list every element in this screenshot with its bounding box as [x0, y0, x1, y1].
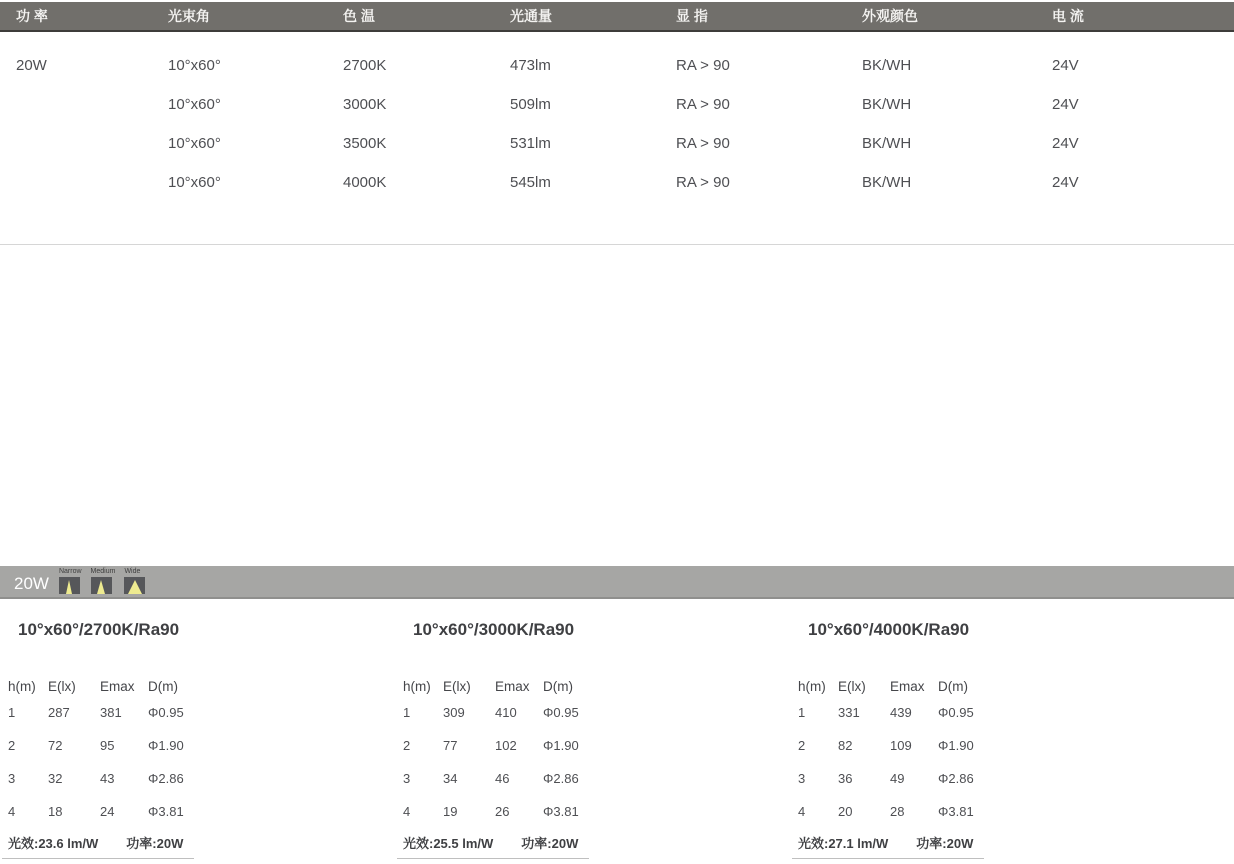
spec-cell-finish: BK/WH: [862, 135, 912, 152]
cell-lux: 19: [443, 804, 458, 819]
photometric-row: [8, 795, 300, 828]
photometric-footer: [792, 833, 984, 859]
photometric-section: [0, 620, 1234, 859]
cell-emax: 24: [100, 804, 115, 819]
cell-diam: Φ3.81: [148, 804, 184, 819]
cell-lux: 72: [48, 738, 63, 753]
narrow-beam-label: Narrow: [58, 568, 82, 575]
cell-lux: 287: [48, 705, 70, 720]
col-header-emax: Emax: [495, 678, 530, 694]
cell-height: 2: [8, 738, 16, 753]
photometric-row: [798, 795, 1090, 828]
col-header-lux: E(lx): [838, 678, 866, 694]
cell-height: 4: [798, 804, 806, 819]
spec-cell-cct: 4000K: [343, 174, 387, 191]
spec-col-header-beam-angle: 光束角: [168, 8, 210, 24]
spec-cell-beam: 10°x60°: [168, 135, 221, 152]
col-header-height: h(m): [798, 678, 826, 694]
cell-diam: Φ0.95: [148, 705, 184, 720]
cell-diam: Φ3.81: [938, 804, 974, 819]
medium-beam-label: Medium: [90, 568, 116, 575]
spec-cell-lumen: 531lm: [510, 135, 551, 152]
cell-diam: Φ0.95: [938, 705, 974, 720]
cell-diam: Φ0.95: [543, 705, 579, 720]
photometric-title: 10°x60°/4000K/Ra90: [808, 620, 970, 639]
efficacy-label: 光效:27.1 lm/W: [798, 836, 889, 851]
cell-lux: 32: [48, 771, 63, 786]
photometric-header-row: [798, 676, 1090, 696]
spec-cell-cri: RA > 90: [676, 57, 730, 74]
photometric-footer: [397, 833, 589, 859]
cell-height: 1: [403, 705, 411, 720]
spec-col-header-color-temp: 色 温: [343, 8, 375, 24]
photometric-table-2700k: [0, 620, 300, 859]
spec-cell-cri: RA > 90: [676, 96, 730, 113]
photometric-title: 10°x60°/3000K/Ra90: [413, 620, 575, 639]
efficacy-label: 光效:23.6 lm/W: [8, 836, 99, 851]
cell-diam: Φ1.90: [148, 738, 184, 753]
col-header-emax: Emax: [100, 678, 135, 694]
power-label: 功率:20W: [126, 836, 184, 851]
spec-cell-cct: 2700K: [343, 57, 387, 74]
cell-height: 2: [798, 738, 806, 753]
narrow-beam-triangle: [66, 580, 72, 594]
cell-lux: 331: [838, 705, 860, 720]
spec-row: [16, 124, 1234, 163]
photometric-row: [403, 795, 695, 828]
cell-emax: 410: [495, 705, 517, 720]
cell-emax: 102: [495, 738, 517, 753]
cell-diam: Φ2.86: [543, 771, 579, 786]
narrow-beam-item: [59, 567, 82, 594]
medium-beam-icon: [91, 577, 112, 594]
cell-height: 1: [798, 705, 806, 720]
spec-cell-current: 24V: [1052, 96, 1079, 113]
cell-lux: 36: [838, 771, 853, 786]
photometric-table-3000k: [395, 620, 695, 859]
photometric-row: [403, 696, 695, 729]
cell-lux: 34: [443, 771, 458, 786]
section-divider: [0, 244, 1234, 245]
spec-cell-beam: 10°x60°: [168, 96, 221, 113]
wide-beam-icon: [124, 577, 145, 594]
cell-height: 4: [403, 804, 411, 819]
cell-emax: 46: [495, 771, 510, 786]
spec-cell-lumen: 473lm: [510, 57, 551, 74]
cell-emax: 28: [890, 804, 905, 819]
spec-row: [16, 46, 1234, 85]
photometric-row: [798, 762, 1090, 795]
spec-cell-lumen: 545lm: [510, 174, 551, 191]
spec-cell-lumen: 509lm: [510, 96, 551, 113]
photometric-row: [798, 729, 1090, 762]
cell-height: 2: [403, 738, 411, 753]
cell-emax: 49: [890, 771, 905, 786]
spec-col-header-finish: 外观颜色: [862, 8, 918, 24]
wide-beam-label: Wide: [124, 568, 141, 575]
photometric-row: [8, 729, 300, 762]
cell-lux: 82: [838, 738, 853, 753]
spec-cell-power: 20W: [16, 57, 47, 74]
photometric-footer: [2, 833, 194, 859]
photometric-header-row: [403, 676, 695, 696]
col-header-lux: E(lx): [48, 678, 76, 694]
photometric-title: 10°x60°/2700K/Ra90: [18, 620, 180, 639]
photometric-row: [798, 696, 1090, 729]
medium-beam-item: [91, 567, 116, 594]
cell-emax: 43: [100, 771, 115, 786]
cell-emax: 26: [495, 804, 510, 819]
col-header-height: h(m): [8, 678, 36, 694]
cell-height: 3: [798, 771, 806, 786]
beam-icon-group: [59, 567, 145, 594]
efficacy-label: 光效:25.5 lm/W: [403, 836, 494, 851]
cell-height: 1: [8, 705, 16, 720]
spec-cell-cct: 3000K: [343, 96, 387, 113]
photometric-header-row: [8, 676, 300, 696]
spec-cell-beam: 10°x60°: [168, 57, 221, 74]
spec-col-header-cri: 显 指: [676, 8, 708, 24]
spec-cell-finish: BK/WH: [862, 57, 912, 74]
cell-diam: Φ1.90: [938, 738, 974, 753]
spec-cell-current: 24V: [1052, 57, 1079, 74]
spec-row: [16, 163, 1234, 202]
spec-row: [16, 85, 1234, 124]
cell-lux: 309: [443, 705, 465, 720]
cell-lux: 18: [48, 804, 63, 819]
col-header-diam: D(m): [543, 678, 573, 694]
col-header-lux: E(lx): [443, 678, 471, 694]
col-header-emax: Emax: [890, 678, 925, 694]
cell-emax: 439: [890, 705, 912, 720]
band-power-label: 20W: [14, 574, 49, 593]
photometric-table-4000k: [790, 620, 1090, 859]
spec-col-header-power: 功 率: [16, 8, 48, 24]
spec-cell-cri: RA > 90: [676, 174, 730, 191]
col-header-diam: D(m): [148, 678, 178, 694]
spec-cell-cct: 3500K: [343, 135, 387, 152]
photometric-row: [403, 762, 695, 795]
cell-emax: 381: [100, 705, 122, 720]
photometric-row: [8, 762, 300, 795]
col-header-height: h(m): [403, 678, 431, 694]
spec-table-header: [0, 2, 1234, 32]
col-header-diam: D(m): [938, 678, 968, 694]
spec-table-body: [0, 32, 1234, 202]
spec-cell-cri: RA > 90: [676, 135, 730, 152]
cell-lux: 20: [838, 804, 853, 819]
spec-col-header-lumen: 光通量: [510, 8, 552, 24]
spec-cell-current: 24V: [1052, 135, 1079, 152]
spec-cell-finish: BK/WH: [862, 96, 912, 113]
medium-beam-triangle: [97, 580, 105, 594]
cell-emax: 109: [890, 738, 912, 753]
photometric-row: [8, 696, 300, 729]
power-band: [0, 566, 1234, 599]
cell-height: 4: [8, 804, 16, 819]
cell-diam: Φ2.86: [148, 771, 184, 786]
spec-cell-beam: 10°x60°: [168, 174, 221, 191]
cell-lux: 77: [443, 738, 458, 753]
photometric-row: [403, 729, 695, 762]
cell-emax: 95: [100, 738, 115, 753]
cell-height: 3: [403, 771, 411, 786]
spec-cell-finish: BK/WH: [862, 174, 912, 191]
spec-cell-current: 24V: [1052, 174, 1079, 191]
spec-col-header-current: 电 流: [1052, 8, 1084, 24]
wide-beam-triangle: [128, 580, 142, 594]
cell-diam: Φ2.86: [938, 771, 974, 786]
narrow-beam-icon: [59, 577, 80, 594]
cell-diam: Φ3.81: [543, 804, 579, 819]
wide-beam-item: [124, 567, 145, 594]
cell-height: 3: [8, 771, 16, 786]
power-label: 功率:20W: [521, 836, 579, 851]
cell-diam: Φ1.90: [543, 738, 579, 753]
power-label: 功率:20W: [916, 836, 974, 851]
